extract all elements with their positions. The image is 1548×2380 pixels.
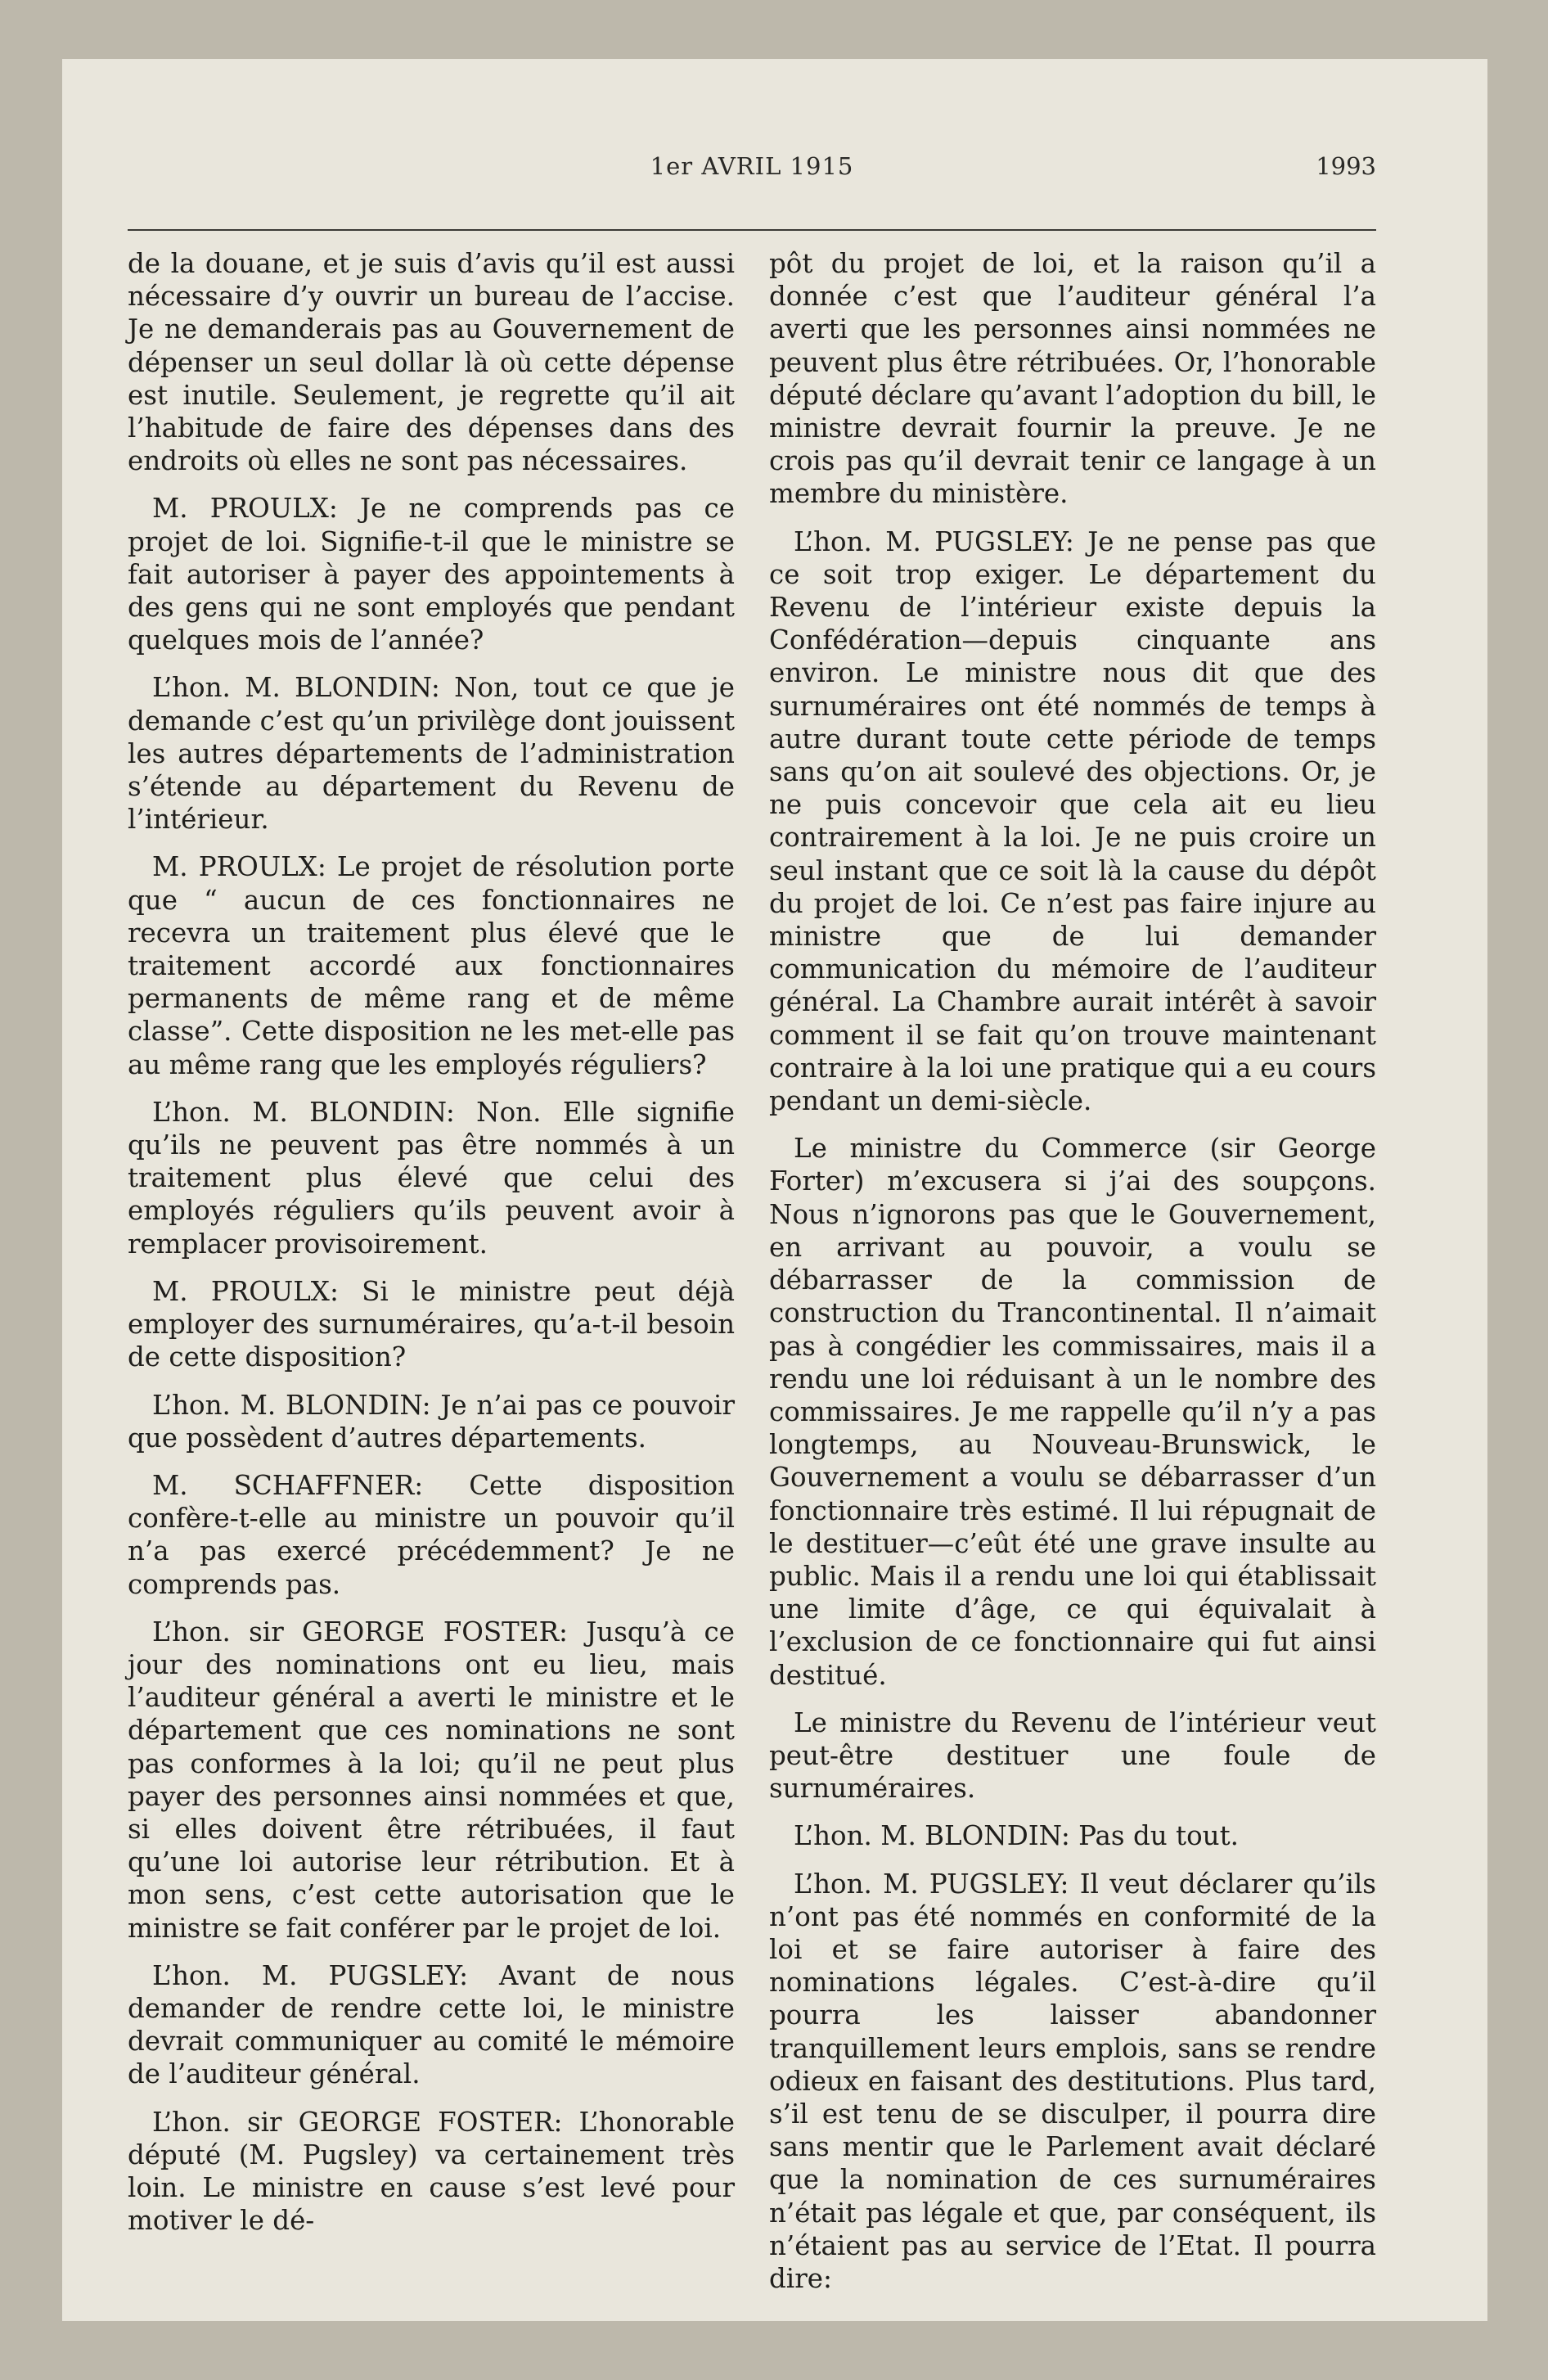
paragraph: Le ministre du Revenu de l’intérieur veut peut-être destituer une foule de surnuméraires. (769, 1706, 1376, 1805)
paragraph: Le ministre du Commerce (sir George Forter) m’excusera si j’ai des soupçons. Nous n’ignorons pas que le Gouvernement, en arrivant au pouvoir, a voulu se débarrasser de la commission de construction du Trancontinental. Il n’aimait pas à congédier les commissaires, mais il a rendu une loi réduisant à un le nombre des commissaires. Je me rappelle qu’il n’y a pas longtemps, au Nouveau-Brunswick, le Gouvernement a voulu se débarrasser d’un fonctionnaire très estimé. Il lui répugnait de le destituer—c’eût été une grave insulte au public. Mais il a rendu une loi qui établissait une limite d’âge, ce qui équivalait à l’exclusion de ce fonctionnaire qui fut ainsi destitué. (769, 1133, 1376, 1691)
paragraph: pôt du projet de loi, et la raison qu’il a donnée c’est que l’auditeur général l’a averti que les personnes ainsi nommées ne peuvent plus être rétribuées. Or, l’honorable député déclare qu’avant l’adoption du bill, le ministre devrait fournir la preuve. Je ne crois pas qu’il devrait tenir ce langage à un membre du ministère. (769, 248, 1376, 510)
paragraph: L’hon. M. BLONDIN: Non, tout ce que je demande c’est qu’un privilège dont jouissent les autres départements de l’administration s’étende au département du Revenu de l’intérieur. (128, 672, 735, 836)
paragraph: L’hon. M. PUGSLEY: Je ne pense pas que ce soit trop exiger. Le département du Revenu de l’intérieur existe depuis la Confédération—depuis cinquante ans environ. Le ministre nous dit que des surnuméraires ont été nommés de temps à autre durant toute cette période de temps sans qu’on ait soulevé des objections. Or, je ne puis concevoir que cela ait eu lieu contrairement à la loi. Je ne puis croire un seul instant que ce soit là la cause du dépôt du projet de loi. Ce n’est pas faire injure au ministre que de lui demander communication du mémoire de l’auditeur général. La Chambre aurait intérêt à savoir comment il se fait qu’on trouve maintenant contraire à la loi une pratique qui a eu cours pendant un demi-siècle. (769, 525, 1376, 1117)
header-rule (128, 229, 1376, 231)
paragraph: M. PROULX: Le projet de résolution porte que “ aucun de ces fonctionnaires ne recevra un traitement plus élevé que le traitement accordé aux fonctionnaires permanents de même rang et de même classe”. Cette disposition ne les met-elle pas au même rang que les employés réguliers? (128, 851, 735, 1080)
left-column (128, 247, 735, 2252)
page-date: 1er AVRIL 1915 (650, 152, 854, 180)
paragraph: M. SCHAFFNER: Cette disposition confère-t-elle au ministre un pouvoir qu’il n’a pas exercé précédemment? Je ne comprends pas. (128, 1469, 735, 1600)
paragraph: L’hon. M. PUGSLEY: Avant de nous demander de rendre cette loi, le ministre devrait communiquer au comité le mémoire de l’auditeur général. (128, 1959, 735, 2090)
paragraph: M. PROULX: Je ne comprends pas ce projet de loi. Signifie-t-il que le ministre se fait autoriser à payer des appointements à des gens qui ne sont employés que pendant quelques mois de l’année? (128, 493, 735, 656)
paragraph: L’hon. M. BLONDIN: Non. Elle signifie qu’ils ne peuvent pas être nommés à un traitement plus élevé que celui des employés réguliers qu’ils peuvent avoir à remplacer provisoirement. (128, 1096, 735, 1260)
page-number: 1993 (1316, 152, 1376, 180)
paragraph: L’hon. sir GEORGE FOSTER: L’honorable député (M. Pugsley) va certainement très loin. Le ministre en cause s’est levé pour motiver le dé- (128, 2106, 735, 2237)
right-column (769, 247, 1376, 2310)
paragraph: de la douane, et je suis d’avis qu’il est aussi nécessaire d’y ouvrir un bureau de l’accise. Je ne demanderais pas au Gouvernement de dépenser un seul dollar là où cette dépense est inutile. Seulement, je regrette qu’il ait l’habitude de faire des dépenses dans des endroits où elles ne sont pas nécessaires. (128, 248, 735, 477)
paragraph: L’hon. sir GEORGE FOSTER: Jusqu’à ce jour des nominations ont eu lieu, mais l’auditeur général a averti le ministre et le département que ces nominations ne sont pas conformes à la loi; qu’il ne peut plus payer des personnes ainsi nommées et que, si elles doivent être rétribuées, il faut qu’une loi autorise leur rétribution. Et à mon sens, c’est cette autorisation que le ministre se fait conférer par le projet de loi. (128, 1616, 735, 1944)
paragraph: L’hon. M. BLONDIN: Je n’ai pas ce pouvoir que possèdent d’autres départements. (128, 1389, 735, 1454)
paragraph: L’hon. M. PUGSLEY: Il veut déclarer qu’ils n’ont pas été nommés en conformité de la loi et se faire autoriser à faire des nominations légales. C’est-à-dire qu’il pourra les laisser abandonner tranquillement leurs emplois, sans se rendre odieux en faisant des destitutions. Plus tard, s’il est tenu de se disculper, il pourra dire sans mentir que le Parlement avait déclaré que la nomination de ces surnuméraires n’était pas légale et que, par conséquent, ils n’étaient pas au service de l’Etat. Il pourra dire: (769, 1868, 1376, 2294)
paragraph: L’hon. M. BLONDIN: Pas du tout. (794, 1820, 1239, 1852)
paragraph: M. PROULX: Si le ministre peut déjà employer des surnuméraires, qu’a-t-il besoin de cette disposition? (128, 1275, 735, 1373)
page-header (128, 152, 1376, 190)
